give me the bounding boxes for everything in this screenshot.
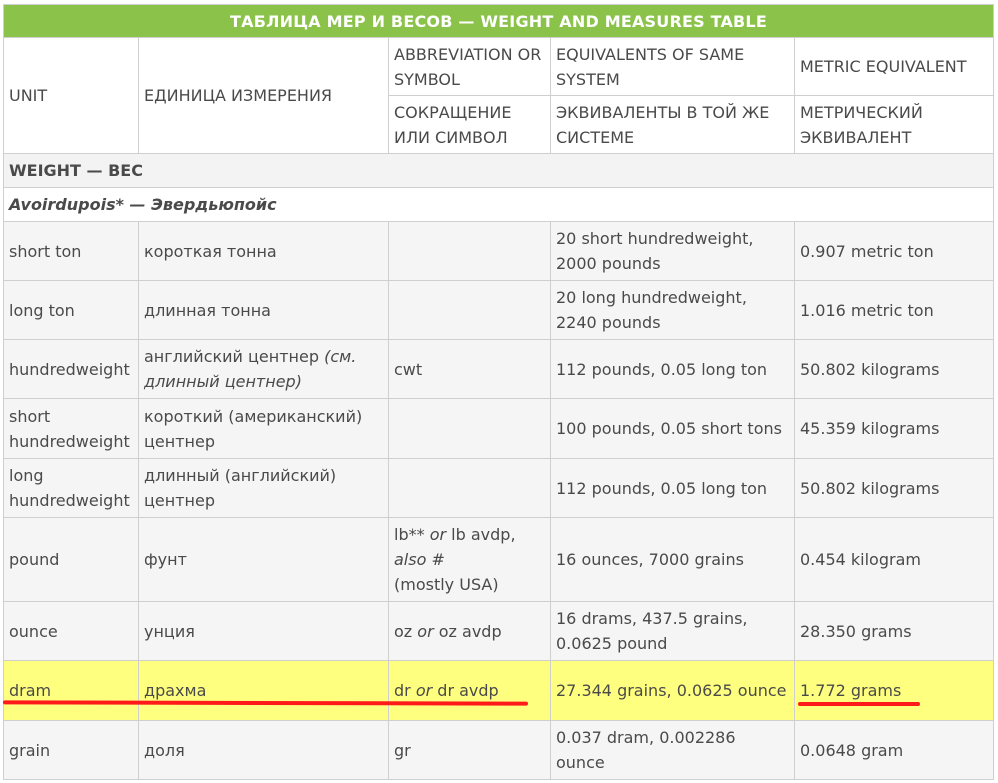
table-title-row [4,5,994,38]
subsection-row [4,188,994,222]
cell-metric: 1.772 grams [795,661,994,721]
cell-unit: long hundredweight [4,459,139,518]
cell-unit: hundredweight [4,340,139,399]
header-abbr-en: ABBREVIATION OR SYMBOL [389,38,551,96]
cell-abbr [389,459,551,518]
section-row [4,154,994,188]
header-unit-ru: ЕДИНИЦА ИЗМЕРЕНИЯ [139,38,389,154]
cell-abbr [389,399,551,459]
cell-ru: фунт [139,518,389,602]
section-title: WEIGHT — ВЕС [4,154,994,188]
cell-abbr [389,222,551,281]
table-row [4,459,994,518]
abbr-part: dr [394,681,411,700]
cell-unit: dram [4,661,139,721]
cell-metric: 50.802 kilograms [795,340,994,399]
table-title: ТАБЛИЦА МЕР И ВЕСОВ — WEIGHT AND MEASURES TABLE [4,5,994,38]
cell-unit: grain [4,721,139,780]
cell-ru-note: (см. длинный центнер) [144,347,357,391]
cell-equiv: 100 pounds, 0.05 short tons [551,399,795,459]
table-row [4,340,994,399]
cell-equiv: 27.344 grains, 0.0625 ounce [551,661,795,721]
abbr-part: oz avdp [438,621,502,641]
weights-table [3,4,994,780]
table-row [4,721,994,780]
cell-metric: 1.016 metric ton [795,281,994,340]
header-unit: UNIT [4,38,139,154]
cell-ru: короткая тонна [139,222,389,281]
cell-ru: длинный (английский) центнер [139,459,389,518]
table-row [4,399,994,459]
cell-ru: короткий (американский) центнер [139,399,389,459]
abbr-part: # [431,550,445,569]
cell-equiv: 16 ounces, 7000 grains [551,518,795,602]
cell-metric: 0.454 kilogram [795,518,994,602]
cell-metric: 45.359 kilograms [795,399,994,459]
table-row-highlighted [4,661,994,721]
table-row [4,222,994,281]
cell-equiv: 112 pounds, 0.05 long ton [551,340,795,399]
cell-unit: short hundredweight [4,399,139,459]
cell-abbr [389,602,551,661]
cell-equiv: 20 short hundredweight, 2000 pounds [551,222,795,281]
cell-abbr [389,281,551,340]
cell-ru: унция [139,602,389,661]
cell-equiv: 112 pounds, 0.05 long ton [551,459,795,518]
cell-ru [139,340,389,399]
cell-metric: 0.0648 gram [795,721,994,780]
cell-unit: short ton [4,222,139,281]
header-metric-ru: МЕТРИЧЕСКИЙ ЭКВИВАЛЕНТ [795,96,994,154]
table-row [4,602,994,661]
cell-abbr [389,518,551,602]
cell-metric: 28.350 grams [795,602,994,661]
cell-abbr: gr [389,721,551,780]
cell-equiv: 0.037 dram, 0.002286 ounce [551,721,795,780]
abbr-part: oz [394,621,413,641]
abbr-or: or [415,681,433,700]
cell-equiv: 20 long hundredweight, 2240 pounds [551,281,795,340]
header-abbr-ru: СОКРАЩЕНИЕ ИЛИ СИМВОЛ [389,96,551,154]
abbr-or: or [417,621,434,641]
table-row [4,281,994,340]
cell-abbr [389,661,551,721]
cell-ru-text: английский центнер [144,347,320,366]
abbr-part: lb avdp, [451,525,516,544]
header-equiv-ru: ЭКВИВАЛЕНТЫ В ТОЙ ЖЕ СИСТЕМЕ [551,96,795,154]
cell-equiv: 16 drams, 437.5 grains, 0.0625 pound [551,602,795,661]
abbr-part: lb** [394,525,425,544]
abbr-note: (mostly USA) [394,575,499,594]
abbr-also: also [394,550,427,569]
cell-metric: 0.907 metric ton [795,222,994,281]
abbr-part: dr avdp [437,681,499,700]
cell-unit: ounce [4,602,139,661]
cell-abbr: cwt [389,340,551,399]
cell-unit: pound [4,518,139,602]
cell-unit: long ton [4,281,139,340]
cell-metric: 50.802 kilograms [795,459,994,518]
cell-ru: драхма [139,661,389,721]
table-row [4,518,994,602]
cell-ru: длинная тонна [139,281,389,340]
header-row-en [4,38,994,96]
header-equiv-en: EQUIVALENTS OF SAME SYSTEM [551,38,795,96]
cell-ru: доля [139,721,389,780]
red-underline-right [798,702,920,706]
subsection-title: Avoirdupois* — Эвердьюпойс [4,188,994,222]
abbr-or: or [429,525,447,544]
header-metric-en: METRIC EQUIVALENT [795,38,994,96]
